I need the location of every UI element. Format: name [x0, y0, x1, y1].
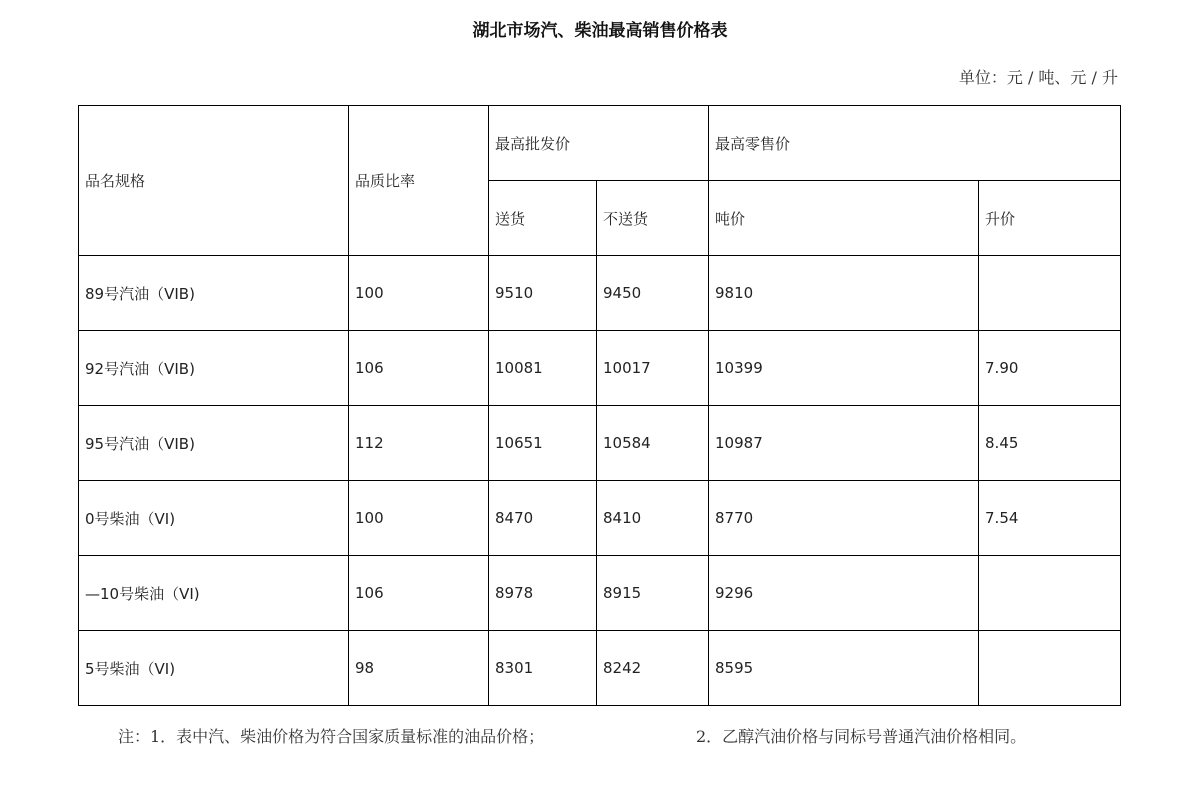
- liter-price-cell: [979, 556, 1121, 631]
- ton-price-cell: 10399: [709, 331, 979, 406]
- ton-price-cell: 9296: [709, 556, 979, 631]
- quality-ratio-cell: 100: [349, 481, 489, 556]
- product-cell: 0号柴油（VI): [79, 481, 349, 556]
- header-product: 品名规格: [79, 106, 349, 256]
- header-per-liter: 升价: [979, 181, 1121, 256]
- product-cell: 5号柴油（VI): [79, 631, 349, 706]
- note-1: 注：1．表中汽、柴油价格为符合国家质量标准的油品价格；: [118, 727, 545, 746]
- note-2: 2．乙醇汽油价格与同标号普通汽油价格相同。: [696, 727, 1027, 746]
- header-delivery: 送货: [489, 181, 597, 256]
- ton-price-cell: 10987: [709, 406, 979, 481]
- price-table: [78, 105, 1121, 706]
- quality-ratio-cell: 98: [349, 631, 489, 706]
- header-no-delivery: 不送货: [597, 181, 709, 256]
- delivery-price-cell: 8978: [489, 556, 597, 631]
- delivery-price-cell: 8470: [489, 481, 597, 556]
- product-cell: —10号柴油（VI): [79, 556, 349, 631]
- no-delivery-price-cell: 8410: [597, 481, 709, 556]
- quality-ratio-cell: 112: [349, 406, 489, 481]
- document-title: 湖北市场汽、柴油最高销售价格表: [472, 21, 728, 41]
- delivery-price-cell: 10081: [489, 331, 597, 406]
- no-delivery-price-cell: 8242: [597, 631, 709, 706]
- liter-price-cell: 7.54: [979, 481, 1121, 556]
- quality-ratio-cell: 100: [349, 256, 489, 331]
- ton-price-cell: 8595: [709, 631, 979, 706]
- table-row: [79, 631, 1121, 706]
- liter-price-cell: [979, 256, 1121, 331]
- no-delivery-price-cell: 9450: [597, 256, 709, 331]
- quality-ratio-cell: 106: [349, 556, 489, 631]
- table-row: [79, 481, 1121, 556]
- liter-price-cell: 7.90: [979, 331, 1121, 406]
- liter-price-cell: [979, 631, 1121, 706]
- no-delivery-price-cell: 10584: [597, 406, 709, 481]
- delivery-price-cell: 10651: [489, 406, 597, 481]
- header-retail: 最高零售价: [709, 106, 1121, 181]
- product-cell: 89号汽油（VIB): [79, 256, 349, 331]
- ton-price-cell: 8770: [709, 481, 979, 556]
- header-per-ton: 吨价: [709, 181, 979, 256]
- ton-price-cell: 9810: [709, 256, 979, 331]
- table-row: [79, 331, 1121, 406]
- product-cell: 92号汽油（VIB): [79, 331, 349, 406]
- delivery-price-cell: 8301: [489, 631, 597, 706]
- table-row: [79, 556, 1121, 631]
- delivery-price-cell: 9510: [489, 256, 597, 331]
- liter-price-cell: 8.45: [979, 406, 1121, 481]
- header-quality-ratio: 品质比率: [349, 106, 489, 256]
- header-row-1: [79, 106, 1121, 181]
- unit-label: 单位：元 / 吨、元 / 升: [958, 68, 1118, 87]
- header-wholesale: 最高批发价: [489, 106, 709, 181]
- no-delivery-price-cell: 10017: [597, 331, 709, 406]
- table-row: [79, 256, 1121, 331]
- product-cell: 95号汽油（VIB): [79, 406, 349, 481]
- no-delivery-price-cell: 8915: [597, 556, 709, 631]
- table-row: [79, 406, 1121, 481]
- quality-ratio-cell: 106: [349, 331, 489, 406]
